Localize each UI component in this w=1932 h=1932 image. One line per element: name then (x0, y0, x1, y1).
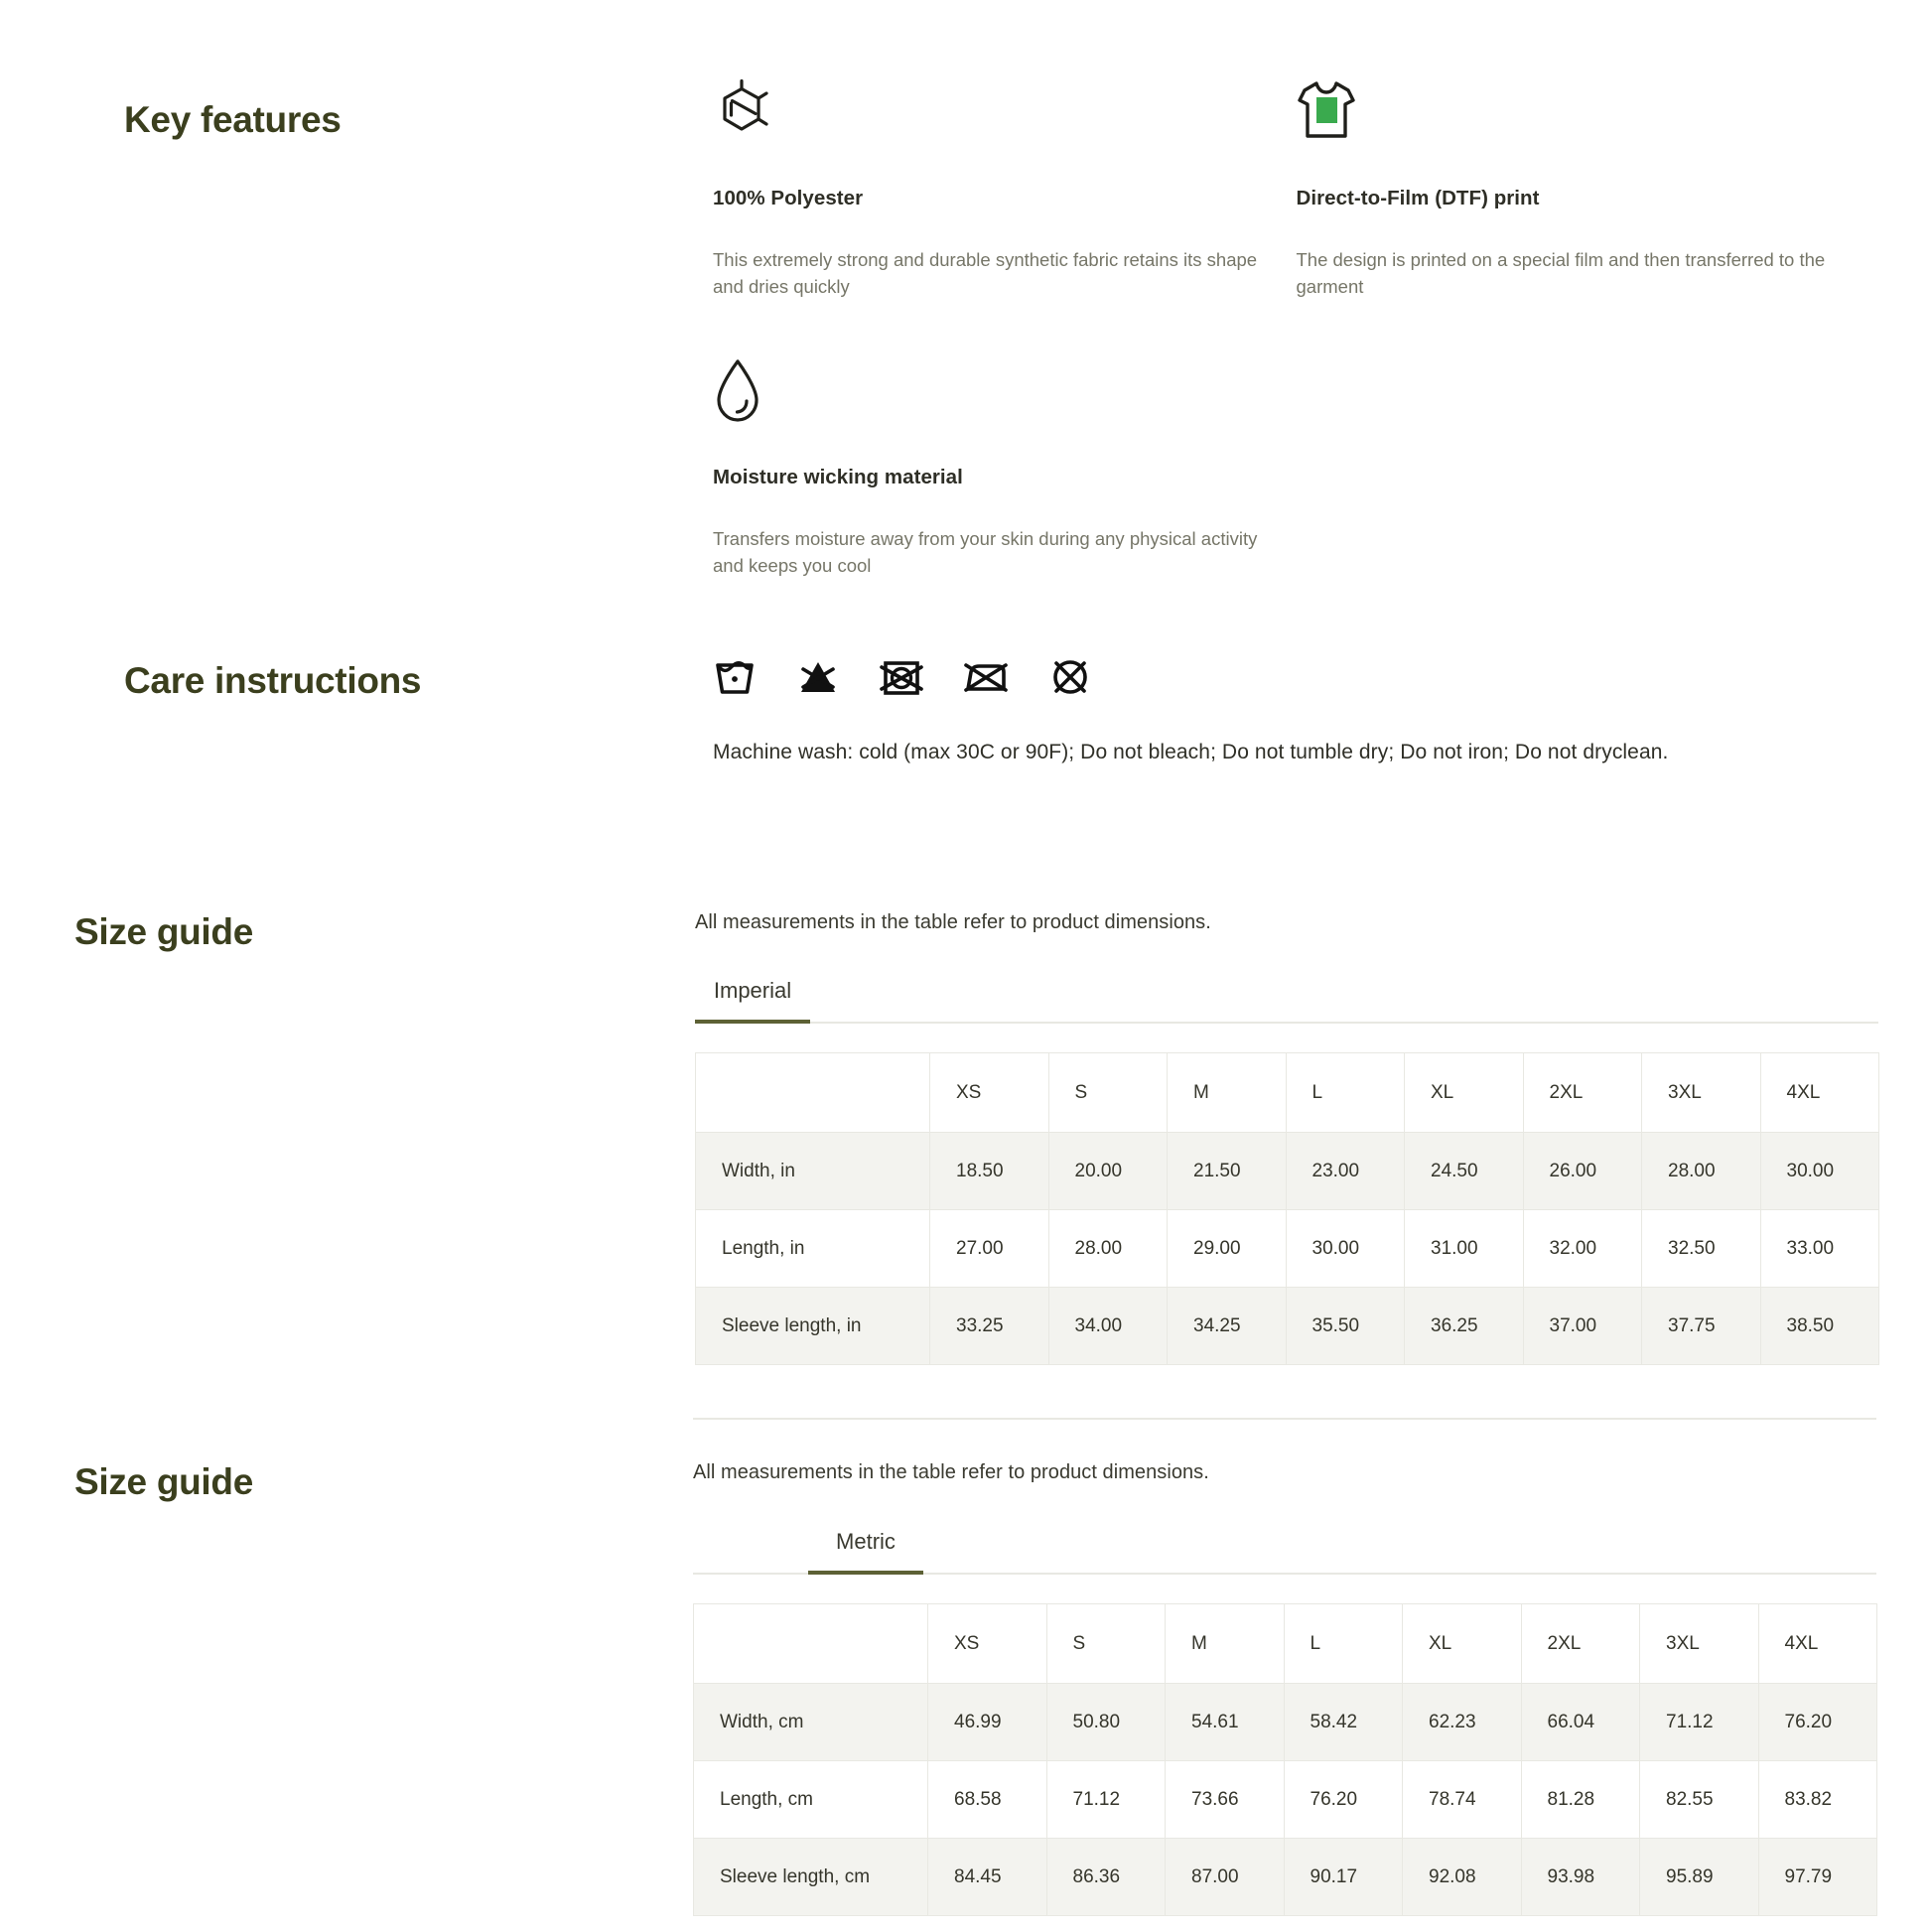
column-header: L (1284, 1604, 1403, 1684)
cell: 33.25 (930, 1288, 1049, 1365)
cell: 31.00 (1405, 1210, 1524, 1288)
column-header: XL (1405, 1053, 1524, 1133)
cell: 36.25 (1405, 1288, 1524, 1365)
size-guide-title: Size guide (74, 1461, 253, 1502)
key-features-title: Key features (124, 99, 342, 140)
table-row (696, 1288, 1879, 1365)
cell: 34.25 (1168, 1288, 1287, 1365)
cell: 37.75 (1642, 1288, 1761, 1365)
cell: 26.00 (1523, 1133, 1642, 1210)
cell: 97.79 (1758, 1839, 1877, 1916)
cell: 38.50 (1760, 1288, 1879, 1365)
row-label: Sleeve length, cm (694, 1839, 928, 1916)
care-instructions-title: Care instructions (124, 660, 422, 701)
table-row (696, 1133, 1879, 1210)
column-header: S (1046, 1604, 1166, 1684)
column-header: S (1048, 1053, 1168, 1133)
column-header: 4XL (1760, 1053, 1879, 1133)
cell: 18.50 (930, 1133, 1049, 1210)
molecule-icon (713, 79, 1297, 151)
cell: 28.00 (1048, 1210, 1168, 1288)
cell: 95.89 (1640, 1839, 1759, 1916)
row-label: Length, cm (694, 1761, 928, 1839)
cell: 71.12 (1046, 1761, 1166, 1839)
feature-card-polyester (713, 79, 1297, 301)
do-not-iron-icon (963, 655, 1009, 699)
feature-card-dtf-print (1297, 79, 1880, 301)
cell: 27.00 (930, 1210, 1049, 1288)
cell: 37.00 (1523, 1288, 1642, 1365)
table-row (694, 1839, 1877, 1916)
care-instructions-body (713, 655, 1668, 764)
key-features-grid (713, 79, 1879, 580)
care-symbols-row (713, 655, 1668, 699)
cell: 71.12 (1640, 1684, 1759, 1761)
row-label: Width, in (696, 1133, 930, 1210)
cell: 20.00 (1048, 1133, 1168, 1210)
table-header-row (696, 1053, 1879, 1133)
key-features-row-1 (713, 79, 1879, 301)
row-label: Width, cm (694, 1684, 928, 1761)
row-label: Sleeve length, in (696, 1288, 930, 1365)
cell: 24.50 (1405, 1133, 1524, 1210)
column-header: 4XL (1758, 1604, 1877, 1684)
cell: 50.80 (1046, 1684, 1166, 1761)
cell: 33.00 (1760, 1210, 1879, 1288)
column-header: 3XL (1642, 1053, 1761, 1133)
size-guide-note: All measurements in the table refer to product dimensions. (693, 1461, 1209, 1483)
cell: 58.42 (1284, 1684, 1403, 1761)
tab-metric[interactable]: Metric (808, 1529, 923, 1573)
cell: 28.00 (1642, 1133, 1761, 1210)
water-drop-icon (713, 358, 1309, 430)
cell: 76.20 (1758, 1684, 1877, 1761)
feature-card-moisture-wicking (713, 358, 1309, 580)
feature-title: 100% Polyester (713, 187, 864, 209)
column-header: M (1168, 1053, 1287, 1133)
tab-imperial[interactable]: Imperial (711, 1529, 790, 1554)
column-header: 3XL (1640, 1604, 1759, 1684)
column-header: M (1166, 1604, 1285, 1684)
cell: 34.00 (1048, 1288, 1168, 1365)
size-guide-tabs-metric-spacer (693, 1418, 1876, 1420)
size-guide-table-imperial (695, 1052, 1879, 1365)
cell: 86.36 (1046, 1839, 1166, 1916)
column-header (694, 1604, 928, 1684)
feature-description: Transfers moisture away from your skin during any physical activity and keeps you cool (713, 527, 1258, 577)
column-header: XS (928, 1604, 1047, 1684)
tshirt-print-icon (1297, 79, 1880, 151)
feature-title: Moisture wicking material (713, 465, 963, 488)
do-not-bleach-icon (796, 655, 840, 699)
cell: 62.23 (1403, 1684, 1522, 1761)
cell: 30.00 (1760, 1133, 1879, 1210)
cell: 90.17 (1284, 1839, 1403, 1916)
table-row (694, 1761, 1877, 1839)
machine-wash-cold-icon (713, 655, 757, 699)
cell: 82.55 (1640, 1761, 1759, 1839)
cell: 35.50 (1286, 1288, 1405, 1365)
cell: 87.00 (1166, 1839, 1285, 1916)
feature-description: The design is printed on a special film and then transferred to the garment (1296, 249, 1826, 298)
cell: 93.98 (1521, 1839, 1640, 1916)
cell: 68.58 (928, 1761, 1047, 1839)
cell: 76.20 (1284, 1761, 1403, 1839)
key-features-row-2 (713, 358, 1879, 580)
size-guide-tabs-metric (693, 1529, 1876, 1575)
column-header: XS (930, 1053, 1049, 1133)
size-guide-title: Size guide (74, 911, 253, 952)
size-guide-note: All measurements in the table refer to product dimensions. (695, 911, 1211, 933)
cell: 23.00 (1286, 1133, 1405, 1210)
cell: 83.82 (1758, 1761, 1877, 1839)
size-guide-table-metric (693, 1603, 1877, 1916)
care-instructions-text: Machine wash: cold (max 30C or 90F); Do not bleach; Do not tumble dry; Do not iron; Do not dryclean. (713, 741, 1669, 763)
cell: 30.00 (1286, 1210, 1405, 1288)
cell: 29.00 (1168, 1210, 1287, 1288)
size-guide-tabs-imperial (695, 978, 1878, 1024)
tab-metric[interactable]: Metric (838, 978, 897, 1003)
feature-title: Direct-to-Film (DTF) print (1296, 187, 1540, 209)
feature-description: This extremely strong and durable synthetic fabric retains its shape and dries quickly (713, 249, 1258, 298)
cell: 54.61 (1166, 1684, 1285, 1761)
do-not-tumble-dry-icon (880, 655, 923, 699)
column-header: 2XL (1523, 1053, 1642, 1133)
cell: 84.45 (928, 1839, 1047, 1916)
table-row (696, 1210, 1879, 1288)
cell: 21.50 (1168, 1133, 1287, 1210)
column-header: L (1286, 1053, 1405, 1133)
row-label: Length, in (696, 1210, 930, 1288)
cell: 32.50 (1642, 1210, 1761, 1288)
cell: 81.28 (1521, 1761, 1640, 1839)
do-not-dryclean-icon (1048, 655, 1092, 699)
tab-imperial[interactable]: Imperial (695, 978, 810, 1022)
cell: 32.00 (1523, 1210, 1642, 1288)
column-header: 2XL (1521, 1604, 1640, 1684)
column-header (696, 1053, 930, 1133)
cell: 46.99 (928, 1684, 1047, 1761)
cell: 78.74 (1403, 1761, 1522, 1839)
cell: 92.08 (1403, 1839, 1522, 1916)
cell: 66.04 (1521, 1684, 1640, 1761)
table-row (694, 1684, 1877, 1761)
table-header-row (694, 1604, 1877, 1684)
column-header: XL (1403, 1604, 1522, 1684)
cell: 73.66 (1166, 1761, 1285, 1839)
